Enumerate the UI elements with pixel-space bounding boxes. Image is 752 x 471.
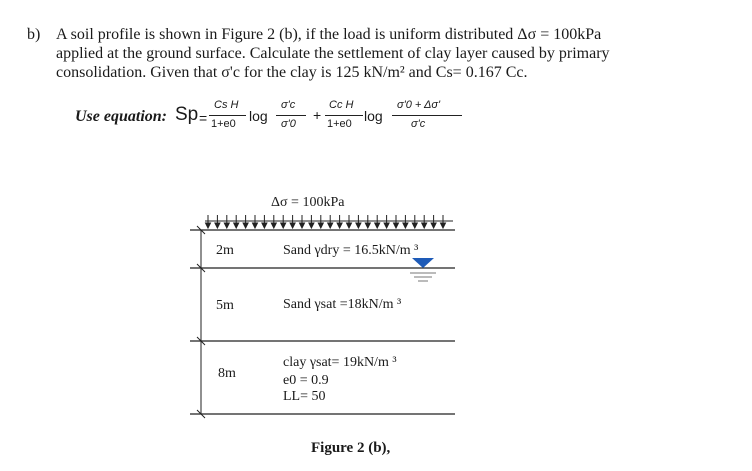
load-arrow-head: [290, 223, 295, 228]
problem-label: b): [27, 26, 41, 43]
load-arrow-head: [347, 223, 352, 228]
load-arrow-head: [422, 223, 427, 228]
fraction1-denominator: σ'0: [281, 118, 296, 130]
equation-plus: +: [313, 107, 322, 123]
fraction2-numerator: σ'0 + Δσ': [397, 99, 441, 111]
load-arrow-head: [309, 223, 314, 228]
load-arrow-head: [384, 223, 389, 228]
water-table-icon: [410, 258, 436, 281]
fraction1-numerator: σ'c: [281, 99, 296, 111]
load-arrow-head: [271, 223, 276, 228]
load-arrow-head: [318, 223, 323, 228]
load-arrow-head: [224, 223, 229, 228]
load-arrow-head: [337, 223, 342, 228]
layer3-label-3: LL= 50: [283, 389, 326, 404]
load-label: Δσ = 100kPa: [271, 195, 345, 210]
load-arrow-head: [262, 223, 267, 228]
term2-denominator: 1+e0: [327, 118, 352, 130]
load-arrow-head: [243, 223, 248, 228]
layer3-label-1: clay γsat= 19kN/m ³: [283, 355, 397, 370]
layer3-label-2: e0 = 0.9: [283, 373, 329, 388]
load-arrow-head: [394, 223, 399, 228]
log-2: log: [364, 108, 383, 124]
load-arrow-head: [281, 223, 286, 228]
load-arrow-head: [412, 223, 417, 228]
problem-line-2: applied at the ground surface. Calculate the settlement of clay layer caused by primary: [56, 45, 610, 62]
equation-equals: =: [199, 110, 208, 126]
load-arrow-head: [206, 223, 211, 228]
load-arrow-head: [300, 223, 305, 228]
load-arrow-head: [365, 223, 370, 228]
load-arrows: [205, 215, 453, 228]
figure-caption: Figure 2 (b),: [311, 440, 391, 456]
load-arrow-head: [328, 223, 333, 228]
layer2-thickness: 5m: [216, 298, 234, 313]
layer1-label: Sand γdry = 16.5kN/m ³: [283, 243, 419, 258]
term1-numerator: Cs H: [214, 99, 239, 111]
equation-sp: Sp: [175, 104, 199, 125]
term1-denominator: 1+e0: [211, 118, 236, 130]
log-1: log: [249, 108, 268, 124]
equation-intro: Use equation:: [75, 108, 167, 125]
load-arrow-head: [215, 223, 220, 228]
term2-numerator: Cc H: [329, 99, 354, 111]
load-arrow-head: [403, 223, 408, 228]
fraction2-denominator: σ'c: [411, 118, 426, 130]
layer2-label: Sand γsat =18kN/m ³: [283, 297, 402, 312]
load-arrow-head: [234, 223, 239, 228]
layer3-thickness: 8m: [218, 366, 236, 381]
load-arrow-head: [441, 223, 446, 228]
load-arrow-head: [375, 223, 380, 228]
load-arrow-head: [431, 223, 436, 228]
problem-line-3: consolidation. Given that σ'c for the clay is 125 kN/m² and Cs= 0.167 Cc.: [56, 64, 528, 81]
load-arrow-head: [356, 223, 361, 228]
problem-line-1: A soil profile is shown in Figure 2 (b), if the load is uniform distributed Δσ = 100kPa: [56, 26, 602, 43]
load-arrow-head: [253, 223, 258, 228]
layer1-thickness: 2m: [216, 243, 234, 258]
